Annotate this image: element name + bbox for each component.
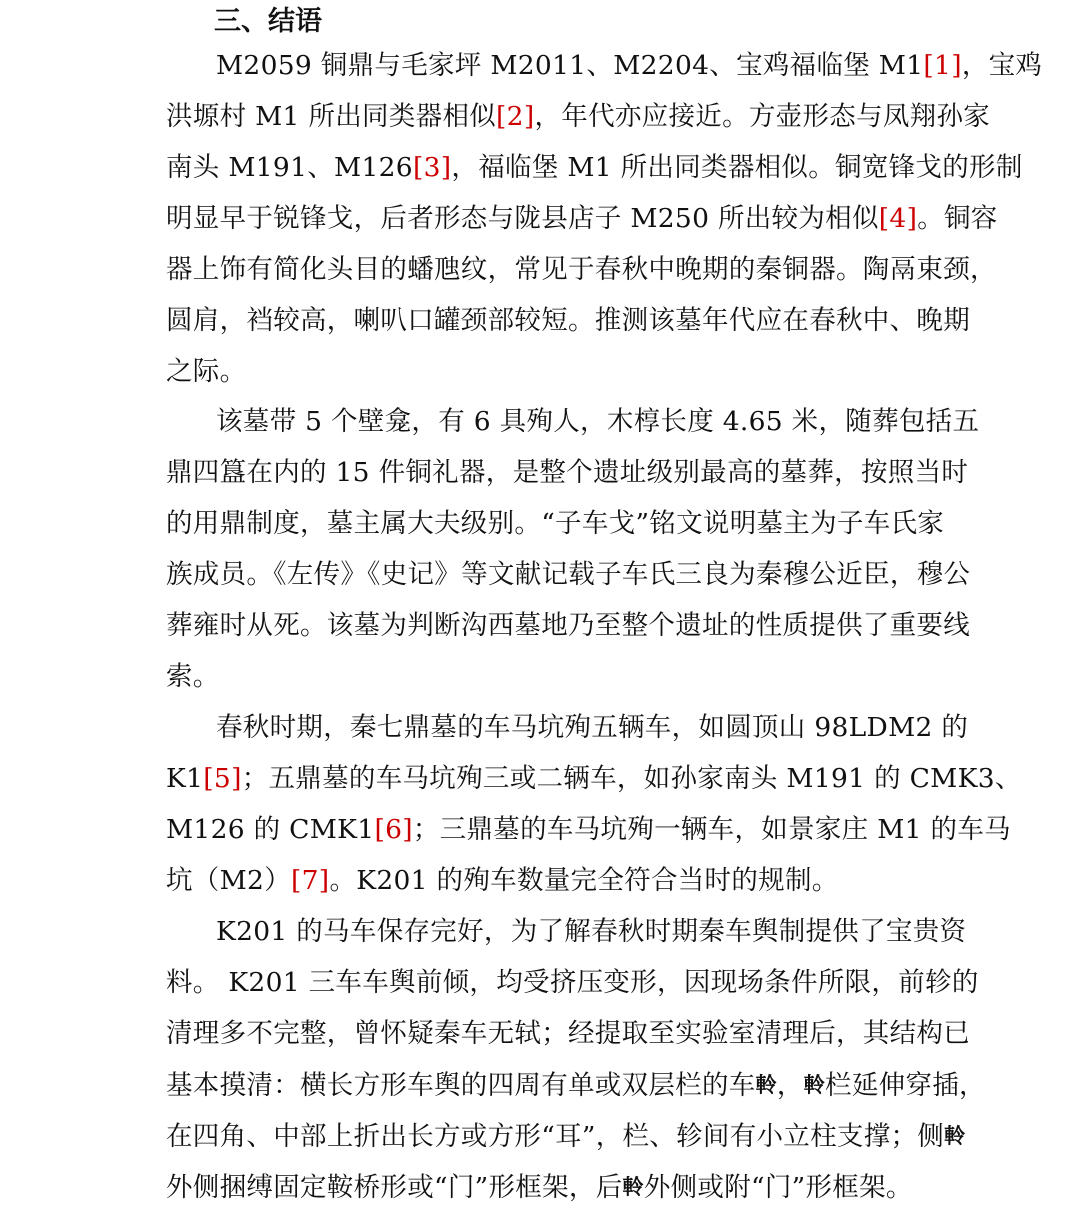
text-run: 葬雍时从死。该墓为判断沟西墓地乃至整个遗址的性质提供了重要线 [166,610,970,641]
text-line [166,861,918,912]
text-line [166,352,918,403]
text-run: 该墓带 5 个壁龛，有 6 具殉人，木椁长度 4.65 米，随葬包括五 [216,406,980,437]
special-glyph: 軨 [755,1072,777,1097]
text-run: ， [776,1070,804,1101]
text-run: 明显早于锐锋戈，后者形态与陇县店子 M250 所出较为相似 [166,203,879,234]
text-run: 外侧或附“门”形框架。 [643,1172,913,1203]
text-line [166,1014,970,1065]
section-heading: 三、结语 [214,6,322,37]
text-line [166,97,991,148]
text-line [166,555,971,606]
text-line [166,912,967,963]
text-run: 。铜容 [917,203,998,234]
text-line [166,810,1011,861]
text-run: 基本摸清：横长方形车舆的四周有单或双层栏的车 [166,1070,756,1101]
text-line [166,759,1022,810]
text-run: 栏延伸穿插， [825,1070,986,1101]
text-run: ，年代亦应接近。方壶形态与凤翔孙家 [534,101,991,132]
text-run: 坑（M2） [166,865,291,896]
text-run: 料。 K201 三车车舆前倾，均受挤压变形，因现场条件所限，前轸的 [166,967,979,998]
text-line [166,504,945,555]
text-run: ，宝鸡 [961,50,1043,81]
citation-link[interactable]: [5] [203,763,242,794]
text-line [166,657,918,708]
text-line [166,46,1043,97]
text-line [166,148,1023,199]
text-run: ，福临堡 M1 所出同类器相似。铜宽锋戈的形制 [451,152,1023,183]
text-run: K201 的马车保存完好，为了解春秋时期秦车舆制提供了宝贵资 [216,916,967,947]
text-line [166,963,979,1014]
text-run: 索。 [166,661,220,692]
citation-link[interactable]: [4] [878,203,918,234]
text-run: 在四角、中部上折出长方或方形“耳”，栏、轸间有小立柱支撑；侧 [166,1121,945,1152]
text-run: ；三鼎墓的车马坑殉一辆车，如景家庄 M1 的车马 [412,814,1011,845]
text-line [166,250,997,301]
text-run: K1 [166,763,204,794]
special-glyph: 軨 [803,1072,826,1097]
text-line [166,708,969,759]
text-run: 外侧捆缚固定鞍桥形或“门”形框架，后 [166,1172,623,1203]
text-line [166,402,980,453]
special-glyph: 軨 [944,1123,966,1148]
paragraph-dating [166,46,1043,403]
citation-link[interactable]: [2] [496,101,535,132]
text-run: 清理多不完整，曾怀疑秦车无轼；经提取至实验室清理后，其结构已 [166,1018,970,1049]
text-line [166,1116,966,1167]
citation-link[interactable]: [1] [923,50,962,81]
text-run: 之际。 [166,356,247,387]
paragraph-chariot-pits [166,708,1022,912]
text-run: 南头 M191、M126 [166,152,413,183]
citation-link[interactable]: [6] [374,814,413,845]
text-line [166,301,970,352]
text-run: 春秋时期，秦七鼎墓的车马坑殉五辆车，如圆顶山 98LDM2 的 [216,712,969,743]
text-run: 器上饰有简化头目的蟠虺纹，常见于春秋中晚期的秦铜器。陶鬲束颈， [166,254,997,285]
text-run: M2059 铜鼎与毛家坪 M2011、M2204、宝鸡福临堡 M1 [216,50,924,81]
text-run: 鼎四簋在内的 15 件铜礼器，是整个遗址级别最高的墓葬，按照当时 [166,457,969,488]
text-run: M126 的 CMK1 [166,814,375,845]
text-run: 圆肩，裆较高，喇叭口罐颈部较短。推测该墓年代应在春秋中、晚期 [166,305,970,336]
text-line [166,1065,986,1116]
paragraph-tomb-owner [166,402,980,708]
paragraph-chariot-structure [166,912,986,1218]
text-line [166,199,998,250]
special-glyph: 軨 [622,1174,644,1199]
text-line [166,453,969,504]
text-run: 的用鼎制度，墓主属大夫级别。“子车戈”铭文说明墓主为子车氏家 [166,508,945,539]
text-line [166,1167,918,1218]
text-run: 族成员。《左传》《史记》等文献记载子车氏三良为秦穆公近臣，穆公 [166,559,971,590]
citation-link[interactable]: [3] [412,152,452,183]
text-line [166,606,970,657]
text-run: 。K201 的殉车数量完全符合当时的规制。 [329,865,839,896]
text-run: ；五鼎墓的车马坑殉三或二辆车，如孙家南头 M191 的 CMK3、 [241,763,1022,794]
citation-link[interactable]: [7] [291,865,330,896]
text-run: 洪塬村 M1 所出同类器相似 [166,101,497,132]
